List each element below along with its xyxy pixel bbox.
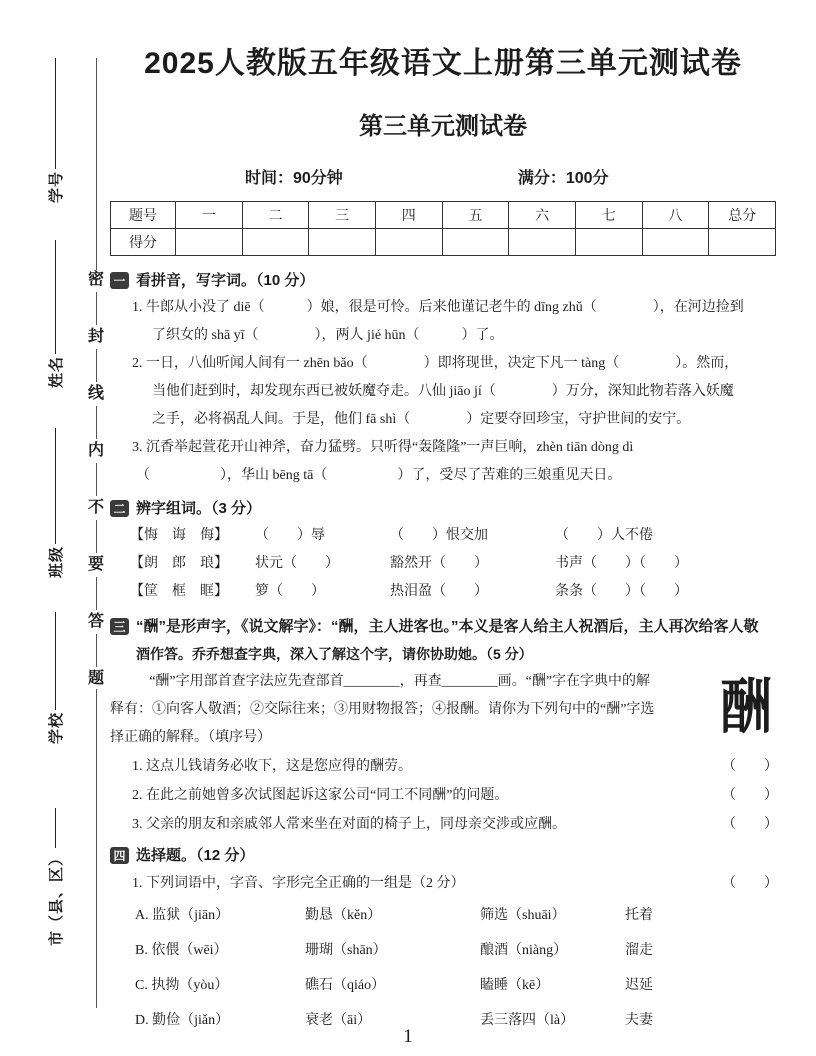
section-2-title: 辨字组词。（3 分） (136, 500, 262, 517)
section-1-line: 当他们赶到时，却发现东西已被妖魔夺走。八仙 jiāo jí（ ）万分，深知此物若落入妖魔 (152, 384, 734, 399)
option-item: B. 依偎（wēi） (135, 943, 228, 958)
section-2-row (110, 578, 776, 606)
score-cell (309, 229, 376, 256)
section-3-header (110, 614, 776, 640)
seal-dash (96, 292, 97, 325)
answer-blank: （ ） (722, 876, 778, 891)
option-item: 勤恳（kěn） (305, 908, 382, 923)
score-cell (509, 229, 576, 256)
section-1-title: 看拼音，写字词。（10 分） (136, 272, 315, 289)
answer-blank: （ ） (722, 759, 778, 774)
section-2-header (110, 496, 776, 522)
char-group: 【悔 诲 侮】 (130, 528, 228, 543)
seal-dash (96, 577, 97, 610)
option-item: 衰老（āi） (305, 1013, 372, 1028)
option-item: C. 执拗（yòu） (135, 978, 229, 993)
section-1-header (110, 268, 776, 294)
seal-char: 要 (88, 556, 105, 573)
time-limit: 时间：90分钟 (245, 170, 343, 187)
section-2-row (110, 522, 776, 550)
full-score: 满分：100分 (517, 170, 609, 187)
student-id-blank-line (55, 58, 56, 169)
seal-dash (96, 520, 97, 553)
seal-char: 线 (88, 385, 105, 402)
question-text: 3. 父亲的朋友和亲戚邻人常来坐在对面的椅子上，同母亲交涉或应酬。 (132, 817, 566, 832)
option-item: 礁石（qiáo） (305, 978, 386, 993)
seal-dash (96, 463, 97, 496)
section-3-intro: “酬”是形声字，《说文解字》：“酬，主人进客也。”本义是客人给主人祝酒后，主人再次给客人敬 (136, 618, 759, 635)
score-table-header-cell: 五 (442, 202, 509, 229)
answer-blank: （ ） (722, 817, 778, 832)
seal-dash (96, 634, 97, 667)
section-1-badge: 一 (110, 272, 129, 289)
char-group: 【朗 郎 琅】 (130, 556, 228, 571)
city-label: 市（县、区） (48, 849, 65, 946)
option-item: D. 勤俭（jiǎn） (135, 1013, 230, 1028)
seal-line-segment (96, 58, 97, 270)
margin-field-name (40, 240, 70, 388)
word-blank: （ ）辱 (255, 528, 325, 543)
score-cell (709, 229, 776, 256)
answer-blank: （ ） (722, 788, 778, 803)
section-4-title: 选择题。（12 分） (136, 847, 255, 864)
section-3-intro: 酒作答。乔乔想查字典，深入了解这个字，请你协助她。（5 分） (136, 646, 533, 662)
question-text: 1. 这点儿钱请务必收下，这是您应得的酬劳。 (132, 759, 412, 774)
char-group: 【筐 框 眶】 (130, 584, 228, 599)
school-blank-line (55, 612, 56, 710)
section-1-line: 之手，必将祸乱人间。于是，他们 fā shì（ ）定要夺回珍宝，守护世间的安宁。 (152, 412, 691, 427)
score-table-header-cell: 六 (509, 202, 576, 229)
section-1-line: 了织女的 shā yī（ ），两人 jié hūn（ ）了。 (152, 328, 504, 343)
option-item: 珊瑚（shān） (305, 943, 387, 958)
margin-field-school (40, 612, 70, 744)
word-blank: 条条（ ）（ ） (555, 584, 688, 599)
section-4-question (110, 869, 776, 898)
class-blank-line (55, 428, 56, 544)
name-blank-line (55, 240, 56, 354)
option-row-c (110, 968, 776, 1003)
seal-char: 密 (88, 271, 105, 288)
option-item: 丢三落四（là） (480, 1013, 575, 1028)
paper-subtitle: 第三单元测试卷 (359, 113, 527, 140)
score-table-header-cell: 题号 (111, 202, 176, 229)
student-id-label: 学号 (48, 170, 65, 203)
section-3-body (110, 668, 776, 752)
seal-char: 题 (88, 670, 105, 687)
option-item: 夫妻 (625, 1013, 653, 1028)
word-blank: （ ）人不倦 (555, 528, 653, 543)
score-table (110, 201, 776, 256)
score-cell (242, 229, 309, 256)
seal-line (88, 58, 104, 1008)
score-table-header-cell: 三 (309, 202, 376, 229)
city-blank-line (55, 808, 56, 848)
seal-char: 内 (88, 442, 105, 459)
seal-script-chou-glyph: 酬 (719, 675, 772, 742)
margin-field-city (40, 808, 70, 946)
score-cell (642, 229, 709, 256)
seal-dash (96, 406, 97, 439)
seal-char: 答 (88, 613, 105, 630)
score-cell (442, 229, 509, 256)
score-row-label: 得分 (111, 229, 176, 256)
option-item: 托着 (625, 908, 653, 923)
option-item: 酿酒（niàng） (480, 943, 568, 958)
school-label: 学校 (48, 711, 65, 744)
score-table-header-cell: 一 (176, 202, 243, 229)
word-blank: 箩（ ） (255, 584, 325, 599)
score-cell (176, 229, 243, 256)
score-table-header-row (111, 202, 776, 229)
section-3-question (110, 810, 776, 839)
seal-line-segment (96, 689, 97, 1008)
word-blank: 状元（ ） (255, 556, 339, 571)
seal-char: 封 (88, 328, 105, 345)
section-2-row (110, 550, 776, 578)
word-blank: 热泪盈（ ） (390, 584, 488, 599)
name-label: 姓名 (48, 355, 65, 388)
section-3-badge: 三 (110, 618, 129, 635)
score-table-header-cell: 八 (642, 202, 709, 229)
paper-title: 2025人教版五年级语文上册第三单元测试卷 (144, 47, 742, 80)
score-cell (375, 229, 442, 256)
page-number: 1 (403, 1026, 413, 1047)
seal-char: 不 (88, 499, 105, 516)
section-3-question (110, 781, 776, 810)
section-2-badge: 二 (110, 500, 129, 517)
section-3-paragraph-line: 释有：①向客人敬酒；②交际往来；③用财物报答；④报酬。请你为下列句中的“酬”字选 (110, 702, 655, 717)
seal-dash (96, 349, 97, 382)
margin-field-class (40, 428, 70, 578)
word-blank: 书声（ ）（ ） (555, 556, 688, 571)
score-table-header-cell: 七 (575, 202, 642, 229)
question-text: 1. 下列词语中，字音、字形完全正确的一组是（2 分） (132, 876, 465, 891)
margin-field-student-id (40, 58, 70, 203)
paper-content (110, 38, 776, 1038)
option-row-b (110, 933, 776, 968)
section-3-paragraph-line: 择正确的解释。（填序号） (110, 730, 271, 745)
option-item: 瞌睡（kē） (480, 978, 550, 993)
section-3-paragraph-line: “酬”字用部首查字法应先查部首________，再查________画。“酬”字在字典中的解 (149, 674, 651, 689)
option-item: 迟延 (625, 978, 653, 993)
score-table-header-cell: 二 (242, 202, 309, 229)
word-blank: 豁然开（ ） (390, 556, 488, 571)
score-table-score-row (111, 229, 776, 256)
option-item: A. 监狱（jiān） (135, 908, 230, 923)
score-table-header-cell: 四 (375, 202, 442, 229)
option-row-a (110, 898, 776, 933)
section-3-question (110, 752, 776, 781)
question-text: 2. 在此之前她曾多次试图起诉这家公司“同工不同酬”的问题。 (132, 788, 509, 803)
section-1-line: 1. 牛郎从小没了 diē（ ）娘，很是可怜。后来他谨记老牛的 dīng zhǔ（ ），在河边捡到 (132, 300, 744, 315)
section-1-line: （ ），华山 bēng tā（ ）了，受尽了苦难的三娘重见天日。 (136, 468, 622, 483)
class-label: 班级 (48, 545, 65, 578)
option-item: 溜走 (625, 943, 653, 958)
section-4-header (110, 843, 776, 869)
section-1-line: 2. 一日，八仙听闻人间有一 zhēn bǎo（ ）即将现世，决定下凡一 tàng（ ）。然而， (132, 356, 739, 371)
section-1-line: 3. 沉香举起萱花开山神斧，奋力猛劈。只听得“轰隆隆”一声巨响，zhèn tiān dòng dì (132, 440, 634, 455)
score-cell (575, 229, 642, 256)
word-blank: （ ）恨交加 (390, 528, 488, 543)
section-4-badge: 四 (110, 847, 129, 864)
score-table-header-cell: 总分 (709, 202, 776, 229)
paper-meta (110, 165, 776, 188)
option-item: 筛选（shuāi） (480, 908, 566, 923)
